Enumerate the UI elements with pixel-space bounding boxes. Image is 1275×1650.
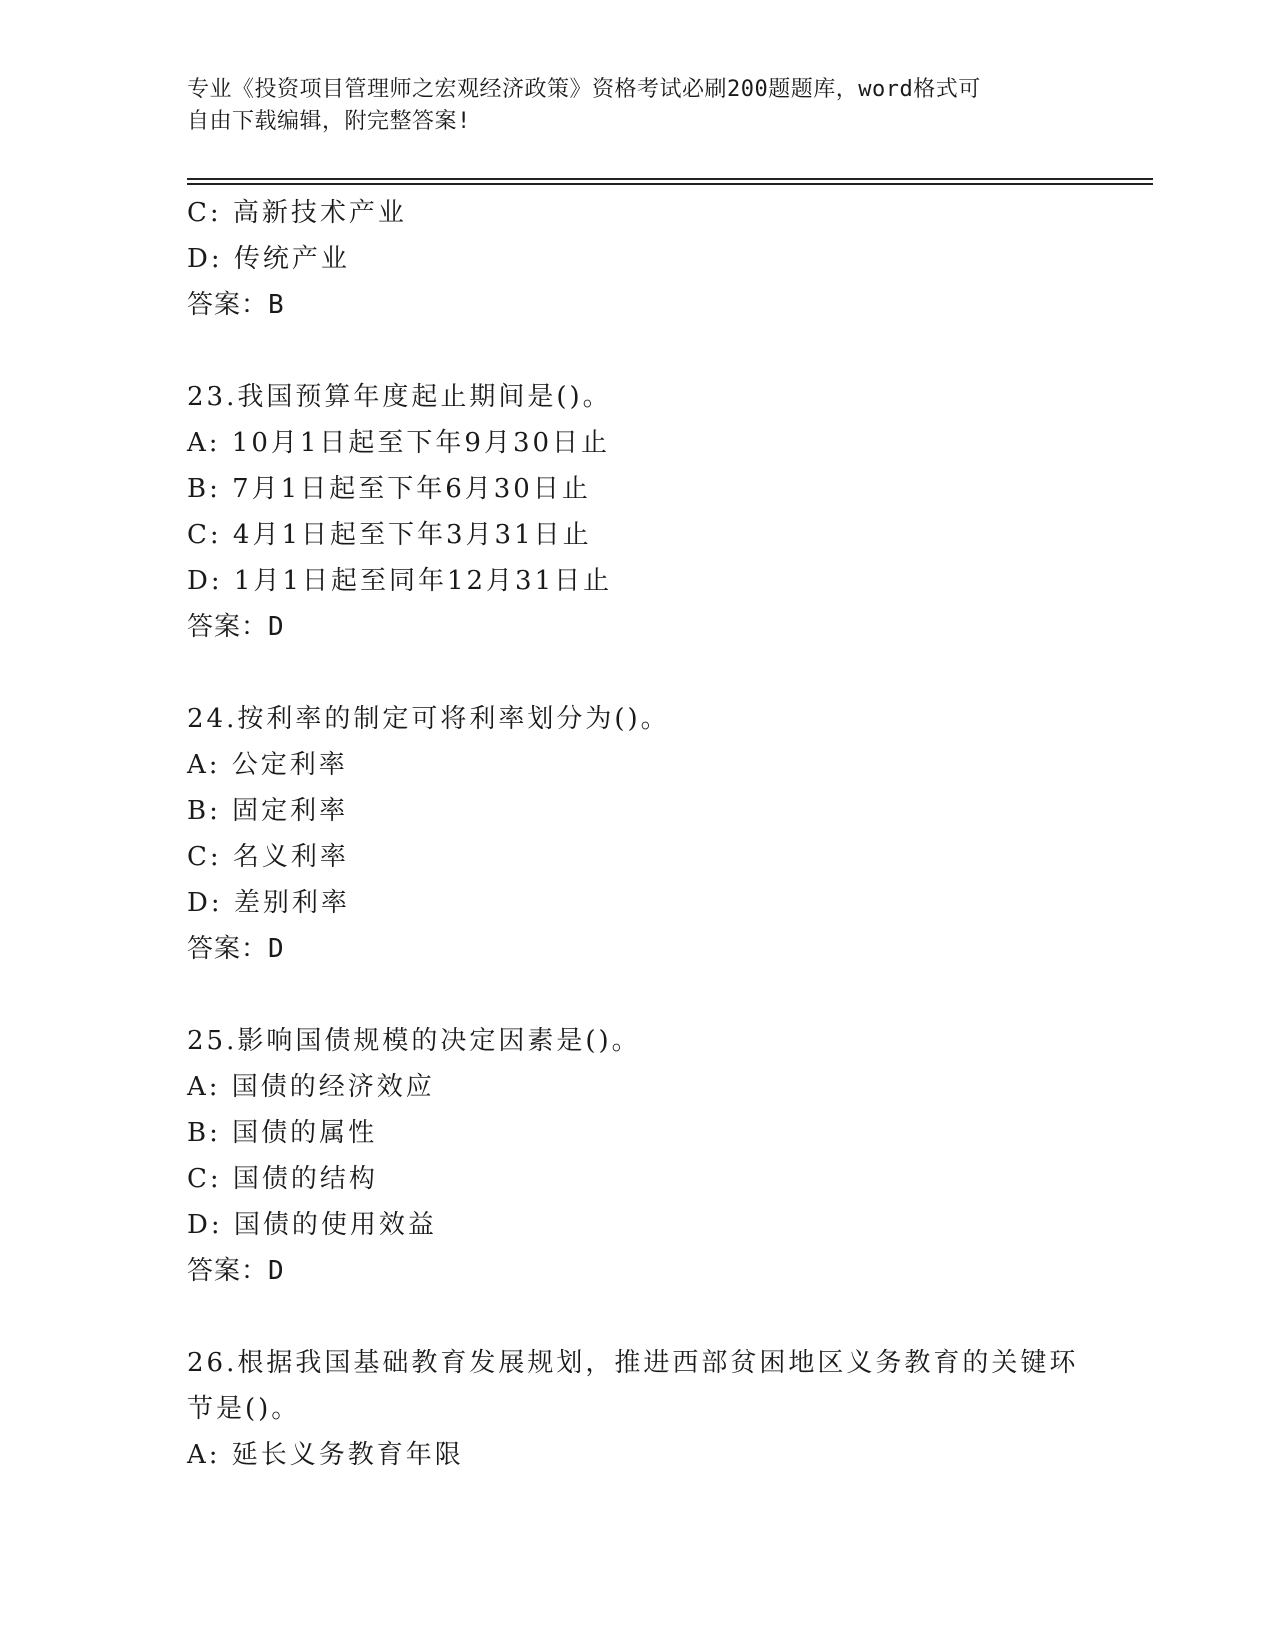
header-divider-top — [187, 178, 1153, 180]
question-23 — [187, 374, 1107, 650]
question-25 — [187, 1018, 1107, 1294]
option-b: B: 国债的属性 — [187, 1118, 378, 1148]
question-24 — [187, 696, 1107, 972]
header-divider-bottom — [187, 183, 1153, 185]
option-a: A: 10月1日起至下年9月30日止 — [187, 428, 611, 458]
spacer — [187, 650, 1107, 696]
header-title-line-2: 自由下载编辑，附完整答案! — [187, 109, 471, 134]
option-c: C: 4月1日起至下年3月31日止 — [187, 520, 592, 550]
option-d: D: 1月1日起至同年12月31日止 — [187, 566, 613, 596]
option-d: D: 国债的使用效益 — [187, 1210, 437, 1240]
option-c: C: 国债的结构 — [187, 1164, 378, 1194]
question-stem-line-2: 节是()。 — [187, 1394, 301, 1424]
answer-text: 答案：D — [187, 612, 285, 642]
question-stem: 23.我国预算年度起止期间是()。 — [187, 382, 612, 412]
option-a: A: 公定利率 — [187, 750, 348, 780]
document-header — [187, 74, 1087, 138]
spacer — [187, 1294, 1107, 1340]
option-d: D: 传统产业 — [187, 244, 350, 274]
question-stem: 24.按利率的制定可将利率划分为()。 — [187, 704, 670, 734]
option-a: A: 延长义务教育年限 — [187, 1440, 464, 1470]
option-c: C: 高新技术产业 — [187, 198, 407, 228]
spacer — [187, 972, 1107, 1018]
question-22-tail — [187, 190, 1107, 328]
answer-text: 答案：B — [187, 290, 285, 320]
question-26 — [187, 1340, 1107, 1478]
option-a: A: 国债的经济效应 — [187, 1072, 435, 1102]
answer-text: 答案：D — [187, 1256, 285, 1286]
option-b: B: 7月1日起至下年6月30日止 — [187, 474, 591, 504]
header-title-line-1: 专业《投资项目管理师之宏观经济政策》资格考试必刷200题题库，word格式可 — [187, 77, 981, 102]
option-b: B: 固定利率 — [187, 796, 349, 826]
question-stem: 25.影响国债规模的决定因素是()。 — [187, 1026, 641, 1056]
spacer — [187, 328, 1107, 374]
option-d: D: 差别利率 — [187, 888, 350, 918]
question-stem-line-1: 26.根据我国基础教育发展规划，推进西部贫困地区义务教育的关键环 — [187, 1348, 1079, 1378]
option-c: C: 名义利率 — [187, 842, 349, 872]
answer-text: 答案：D — [187, 934, 285, 964]
question-list — [187, 190, 1107, 1478]
